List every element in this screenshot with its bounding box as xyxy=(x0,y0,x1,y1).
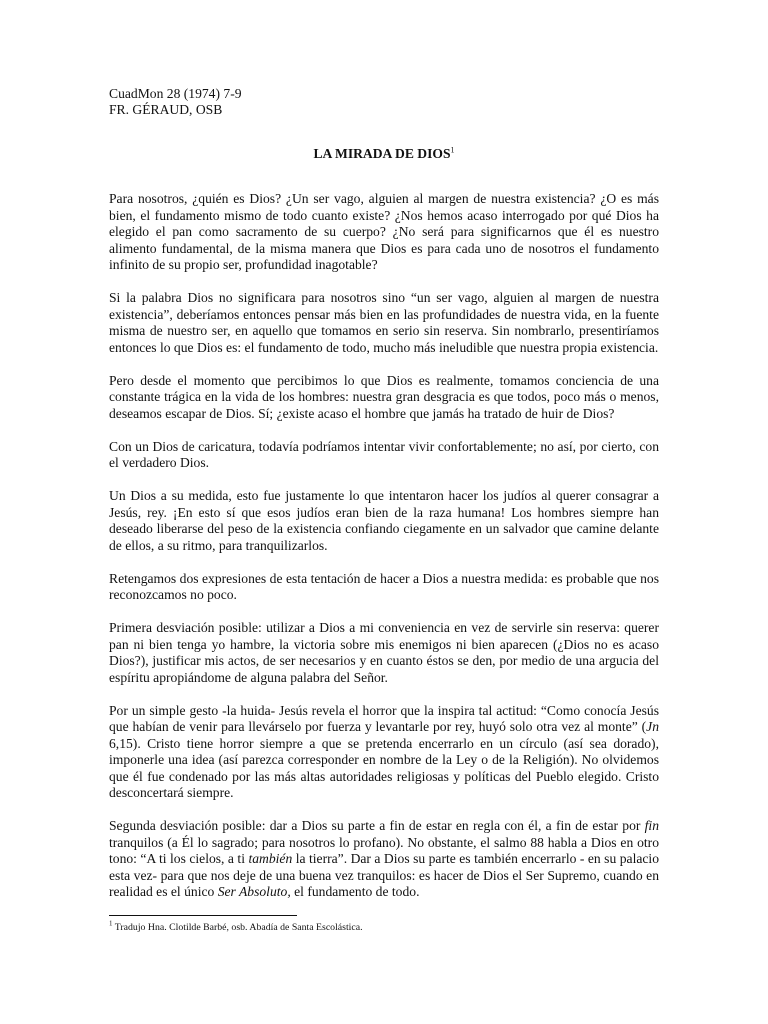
document-header xyxy=(109,86,242,118)
footnote xyxy=(109,919,363,934)
emphasis-fin: fin xyxy=(644,818,659,833)
paragraph-8-text: Por un simple gesto -la huida- Jesús revela el horror que la inspira tal actitud: “Como conocía Jesús que habían de venir para llevárselo por fuerza y levantarle por rey, huyó solo otra vez al monte” ( xyxy=(109,702,659,734)
paragraph-9-text: el fundamento de todo. xyxy=(290,884,420,899)
document-title xyxy=(109,146,659,162)
footnote-divider xyxy=(109,915,297,916)
paragraph-9-text: tranquilos (a Él lo sagrado; para nosotros lo profano). No obstante, el salmo 88 habla a Dios en otro tono: “A ti los cielos, a ti xyxy=(109,834,659,866)
footnote-mark: 1 xyxy=(450,145,455,155)
paragraph-9 xyxy=(109,818,659,901)
paragraph-9-text: Segunda desviación posible: dar a Dios su parte a fin de estar en regla con él, a fin de estar por xyxy=(109,818,645,833)
paragraph-3: Pero desde el momento que percibimos lo que Dios es realmente, tomamos conciencia de una constante trágica en la vida de los hombres: nuestra gran desgracia es que todos, poco más o menos, deseamos escapar de Dios. Sí; ¿existe acaso el hombre que jamás ha tratado de huir de Dios? xyxy=(109,372,659,421)
emphasis-tambien: también xyxy=(248,851,293,866)
emphasis-ser-absoluto: Ser Absoluto, xyxy=(217,884,291,899)
paragraph-9-text: la tierra”. Dar a Dios su parte es también encerrarlo - en su palacio esta vez- para que nos deje de una buena vez tranquilos: es hacer de Dios el Ser Supremo, cuando en realidad es el único xyxy=(109,851,659,899)
paragraph-7: Primera desviación posible: utilizar a Dios a mi conveniencia en vez de servirle sin reserva: querer pan ni bien tenga yo hambre, la victoria sobre mis enemigos ni bien aparecen (¿Dios no es acaso Dios?), justificar mis actos, de ser necesarios y en cuanto éstos se den, por medio de una argucia del espíritu apropiándome de alguna palabra del Señor. xyxy=(109,620,659,685)
paragraph-1: Para nosotros, ¿quién es Dios? ¿Un ser vago, alguien al margen de nuestra existencia? ¿O es más bien, el fundamento mismo de todo cuanto existe? ¿Nos hemos acaso interrogado por qué Dios ha elegido el pan como sacramento de su cuerpo? ¿No será para significarnos que él es nuestro alimento fundamental, de la misma manera que Dios es para cada uno de nosotros el fundamento infinito de su propio ser, profundidad inagotable? xyxy=(109,191,659,272)
paragraph-6: Retengamos dos expresiones de esta tentación de hacer a Dios a nuestra medida: es probable que nos reconozcamos no poco. xyxy=(109,570,659,602)
paragraph-8-text: 6,15). Cristo tiene horror siempre a que se pretenda encerrarlo en un círculo (así sea dorado), imponerle una idea (así parezca corresponder en nombre de la Ley o de la Religión). No olvidemos que él fue condenado por las más altas autoridades religiosas y políticas del Pueblo elegido. Cristo desconcertará siempre. xyxy=(109,735,659,800)
footnote-number: 1 xyxy=(109,919,113,928)
scripture-reference: Jn xyxy=(646,719,659,734)
paragraph-4: Con un Dios de caricatura, todavía podríamos intentar vivir confortablemente; no así, por cierto, con el verdadero Dios. xyxy=(109,438,659,470)
footnote-text: Tradujo Hna. Clotilde Barbé, osb. Abadía de Santa Escolástica. xyxy=(112,922,363,933)
title-text: LA MIRADA DE DIOS xyxy=(313,146,451,161)
author: FR. GÉRAUD, OSB xyxy=(109,102,223,117)
citation: CuadMon 28 (1974) 7-9 xyxy=(109,86,242,101)
document-body xyxy=(109,191,659,917)
paragraph-2: Si la palabra Dios no significara para nosotros sino “un ser vago, alguien al margen de nuestra existencia”, deberíamos entonces pensar más bien en las profundidades de nuestra vida, en la fuente misma de nuestro ser, en aquello que tomamos en serio sin reserva. Sin nombrarlo, presentiríamos entonces lo que Dios es: el fundamento de todo, mucho más ineludible que nuestra propia existencia. xyxy=(109,290,659,355)
paragraph-5: Un Dios a su medida, esto fue justamente lo que intentaron hacer los judíos al querer consagrar a Jesús, rey. ¡En esto sí que esos judíos eran bien de la raza humana! Los hombres siempre han deseado liberarse del peso de la existencia confiando ciegamente en un salvador que camine delante de ellos, a su ritmo, para tranquilizarlos. xyxy=(109,488,659,553)
paragraph-8 xyxy=(109,703,659,802)
